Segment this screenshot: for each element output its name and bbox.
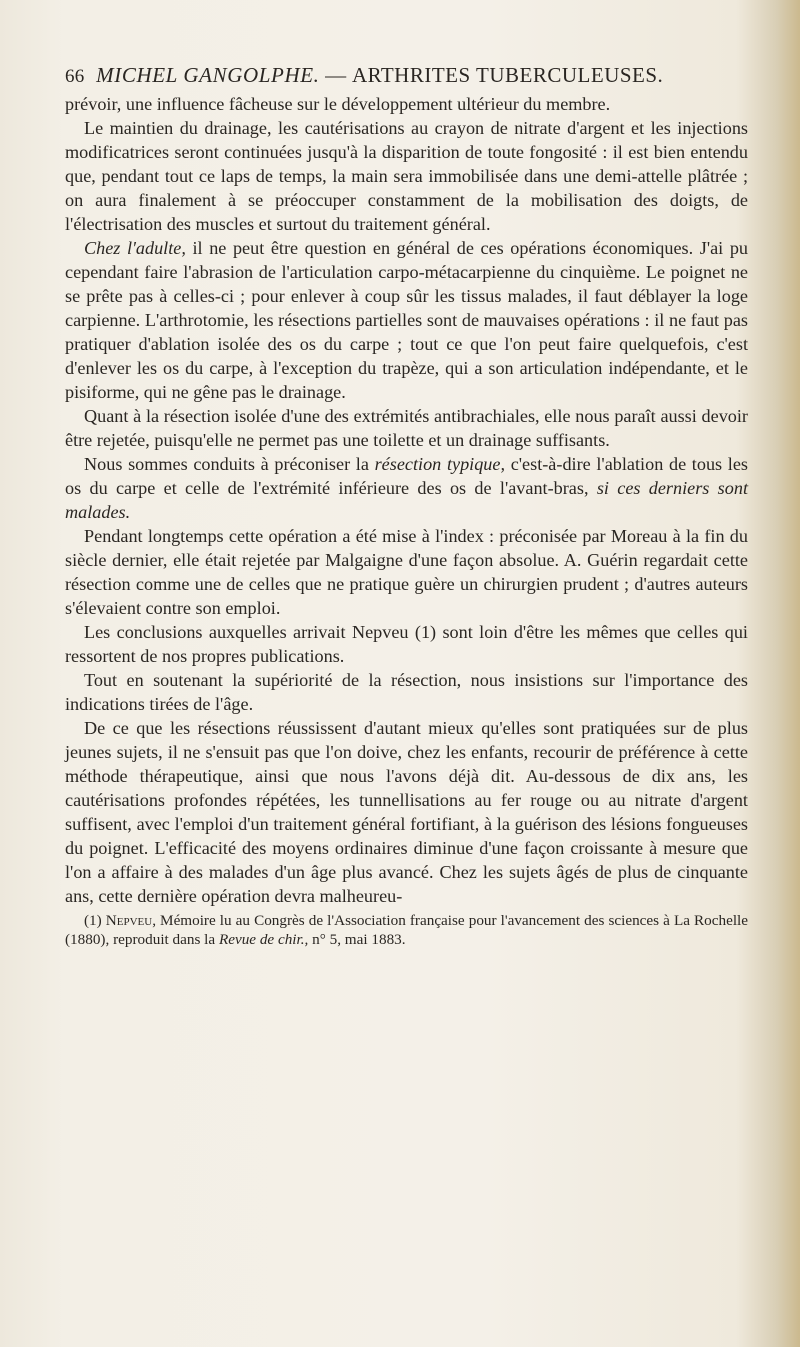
paragraph-typical-resection [65, 452, 748, 524]
typical-resection-text-a: Nous sommes conduits à préconiser la [84, 454, 375, 474]
paragraph-adult [65, 236, 748, 404]
paragraph-age-therapy: De ce que les résections réussissent d'autant mieux qu'elles sont pratiquées sur de plus jeunes sujets, il ne s'ensuit pas que l'on doive, chez les enfants, recourir de préférence à cette méthode thérapeutique, ainsi que nous l'avons déjà dit. Au-dessous de dix ans, les cautérisations profondes répétées, les tunnellisations au fer rouge ou au nitrate d'argent suffisent, avec l'emploi d'un traitement général fortifiant, à la guérison des lésions fongueuses du poignet. L'efficacité des moyens ordinaires diminue d'une façon croissante à mesure que l'on a affaire à des malades d'un âge plus avancé. Chez les sujets âgés de plus de cinquante ans, cette dernière opération devra malheureu- [65, 718, 748, 906]
typical-resection-text-c: c'est-à-dire l'ablation de tous les os du carpe et celle de l'extrémité inférieure des os de l'avant-bras, [65, 454, 748, 498]
paragraph-history: Pendant longtemps cette opération a été mise à l'index : préconisée par Moreau à la fin du siècle dernier, elle était rejetée par Malgaigne d'une façon absolue. A. Guérin regardait cette résection comme une de celles que ne pratique guère un chirurgien prudent ; d'autres auteurs s'élevaient contre son emploi. [65, 526, 748, 618]
footnote-marker: (1) [84, 912, 102, 929]
paragraph-age-indications: Tout en soutenant la supériorité de la résection, nous insistions sur l'importance des indications tirées de l'âge. [65, 670, 748, 714]
text-block [65, 62, 748, 949]
typical-resection-term: résection typique, [374, 454, 506, 474]
running-head-author: MICHEL GANGOLPHE. [96, 63, 320, 87]
page-number: 66 [65, 66, 85, 87]
paragraph-drainage: Le maintien du drainage, les cautérisations au crayon de nitrate d'argent et les injections modificatrices seront continuées jusqu'à la disparition de toute fongosité : il est bien entendu que, pendant tout ce laps de temps, la main sera immobilisée dans une demi-attelle plâtrée ; on aura finalement à se préoccuper constamment de la mobilisation des doigts, de l'électrisation des muscles et surtout du traitement général. [65, 118, 748, 234]
paragraph-continuation: prévoir, une influence fâcheuse sur le développement ultérieur du membre. [65, 94, 611, 114]
paragraph-adult-lead: Chez l'adulte, [84, 238, 186, 258]
paragraph-adult-text: il ne peut être question en général de ces opérations économiques. J'ai pu cependant faire l'abrasion de l'articulation carpo-métacarpienne du cinquième. Le poignet ne se prête pas à celles-ci ; pour enlever à coup sûr les tissus malades, il faut déblayer la loge carpienne. L'arthrotomie, les résections partielles sont de mauvaises opérations : il ne faut pas pratiquer d'ablation isolée des os du carpe ; tout ce que l'on peut faire quelquefois, c'est d'enlever les os du carpe, à l'exception du trapèze, qui a son articulation indépendante, et le pisiforme, qui ne gêne pas le drainage. [65, 238, 749, 402]
footnote-text-b: n° 5, mai 1883. [308, 930, 406, 948]
footnote-journal: Revue de chir., [218, 930, 309, 948]
running-head-separator: — [325, 63, 347, 87]
paragraph-nepveu: Les conclusions auxquelles arrivait Nepveu (1) sont loin d'être les mêmes que celles qui ressortent de nos propres publications. [65, 622, 748, 666]
typical-resection-condition: si ces derniers sont malades. [65, 478, 748, 522]
footnote-author: Nepveu, [105, 912, 156, 929]
footnote-text-a: Mémoire lu au Congrès de l'Association française pour l'avancement des sciences à La Rochelle (1880), reproduit dans la [65, 912, 748, 948]
footnote [65, 912, 748, 949]
running-head-title: ARTHRITES TUBERCULEUSES. [351, 63, 664, 87]
running-head [65, 62, 748, 90]
paragraph-isolated-resection: Quant à la résection isolée d'une des extrémités antibrachiales, elle nous paraît aussi devoir être rejetée, puisqu'elle ne permet pas une toilette et un drainage suffisants. [65, 406, 748, 450]
